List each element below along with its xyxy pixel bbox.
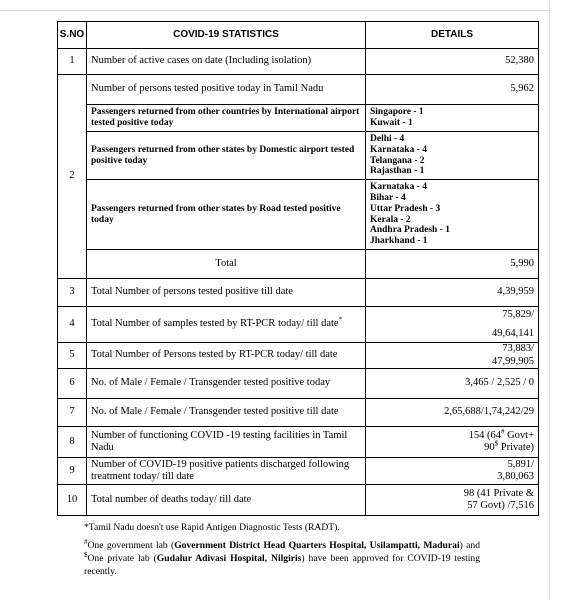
table-row	[58, 427, 539, 458]
row-sno: 4	[58, 307, 87, 343]
detail-line	[370, 427, 534, 442]
header-sno: S.NO	[58, 22, 87, 49]
row-label-total: Total	[87, 250, 366, 279]
row-sno: 6	[58, 369, 87, 399]
detail-line: 3,80,063	[497, 471, 534, 482]
footnote-text: ) and	[459, 540, 480, 551]
footnote-bold-text: Government District Head Quarters Hospital, Usilampatti, Madurai	[174, 540, 460, 551]
row-label: Number of persons tested positive today in Tamil Nadu	[87, 75, 366, 105]
table-row	[58, 279, 539, 307]
row-label: Number of functioning COVID -19 testing facilities in Tamil Nadu	[87, 427, 366, 458]
hash-mark: #	[500, 427, 505, 436]
detail-item: Kerala - 2	[370, 214, 411, 225]
row-detail: 52,380	[366, 49, 539, 75]
table-row	[58, 105, 539, 132]
table-row	[58, 49, 539, 75]
row-label: Number of active cases on date (Including isolation)	[87, 49, 366, 75]
row-sno: 9	[58, 458, 87, 485]
table-row	[58, 485, 539, 516]
detail-line: 73,883/	[502, 343, 534, 355]
row-label: No. of Male / Female / Transgender tested positive till date	[87, 399, 366, 427]
header-statistics: COVID-19 STATISTICS	[87, 22, 366, 49]
row-sno: 8	[58, 427, 87, 458]
detail-line: 5,891/	[507, 458, 534, 470]
detail-item: Andhra Pradesh - 1	[370, 225, 450, 236]
row-detail-list	[366, 132, 539, 180]
row-detail	[366, 427, 539, 458]
footnote-radt: *Tamil Nadu doesn't use Rapid Antigen Diagnostic Tests (RADT).	[84, 522, 340, 533]
row-detail-list	[366, 180, 539, 250]
row-sno: 2	[58, 75, 87, 279]
row-sno: 1	[58, 49, 87, 75]
detail-text: 90	[484, 442, 495, 453]
table-row	[58, 369, 539, 399]
row-detail: 2,65,688/1,74,242/29	[366, 399, 539, 427]
table-row	[58, 307, 539, 343]
row-label-text: Total Number of samples tested by RT-PCR today/ till date	[91, 318, 339, 330]
footnote-labs	[84, 537, 480, 579]
row-sno: 7	[58, 399, 87, 427]
row-detail: 5,990	[366, 250, 539, 279]
asterisk-mark: *	[338, 315, 343, 324]
footnote-text: One government lab (	[87, 540, 175, 551]
detail-item: Singapore - 1	[370, 107, 424, 118]
footnote-text: ) have been approved for COVID-19 testing recently.	[84, 552, 480, 577]
detail-item: Jharkhand - 1	[370, 236, 428, 247]
row-label: Total number of deaths today/ till date	[87, 485, 366, 516]
detail-line: 57 Govt) /7,516	[467, 500, 534, 511]
covid-statistics-table	[57, 21, 539, 516]
detail-item: Karnataka - 4	[370, 144, 427, 155]
detail-item: Karnataka - 4	[370, 181, 427, 192]
row-label: Passengers returned from other states by Domestic airport tested positive today	[87, 132, 366, 180]
row-label: No. of Male / Female / Transgender tested positive today	[87, 369, 366, 399]
row-detail: 5,962	[366, 75, 539, 105]
table-row	[58, 180, 539, 250]
detail-line: 98 (41 Private &	[463, 487, 534, 499]
table-row	[58, 132, 539, 180]
row-detail-list	[366, 105, 539, 132]
row-label: Passengers returned from other countries by International airport tested positive today	[87, 105, 366, 132]
table-header-row	[58, 22, 539, 49]
header-details: DETAILS	[366, 22, 539, 49]
footnote-bold-text: Gudalur Adivasi Hospital, Nilgiris	[156, 552, 302, 564]
detail-item: Uttar Pradesh - 3	[370, 203, 441, 214]
dollar-mark: $	[84, 550, 88, 559]
row-sno: 10	[58, 485, 87, 516]
detail-text: Private)	[498, 442, 534, 453]
row-detail: 3,465 / 2,525 / 0	[366, 369, 539, 399]
row-label: Total Number of persons tested positive till date	[87, 279, 366, 307]
row-label: Passengers returned from other states by Road tested positive today	[87, 180, 366, 250]
window-right-edge	[549, 0, 564, 600]
table-row	[58, 75, 539, 105]
row-label	[87, 307, 366, 343]
detail-item: Bihar - 4	[370, 192, 406, 203]
row-detail	[366, 307, 539, 343]
row-sno: 3	[58, 279, 87, 307]
detail-item: Delhi - 4	[370, 133, 405, 144]
row-detail	[366, 485, 539, 516]
detail-line	[370, 439, 534, 454]
footnote-text: One private lab (	[87, 552, 157, 564]
row-label: Number of COVID-19 positive patients discharged following treatment today/ till date	[87, 458, 366, 485]
dollar-mark: $	[494, 439, 499, 448]
table-row	[58, 399, 539, 427]
detail-line: 49,64,141	[492, 327, 534, 339]
row-detail	[366, 343, 539, 369]
hash-mark: #	[84, 537, 88, 546]
detail-item: Telangana - 2	[370, 155, 425, 166]
table-row	[58, 458, 539, 485]
detail-line: 47,99,905	[492, 355, 534, 367]
row-detail: 4,39,959	[366, 279, 539, 307]
table-row	[58, 343, 539, 369]
detail-text: 154 (64	[468, 429, 501, 441]
window-top-edge	[0, 0, 564, 11]
row-label: Total Number of Persons tested by RT-PCR today/ till date	[87, 343, 366, 369]
detail-line: 75,829/	[502, 309, 534, 321]
row-detail	[366, 458, 539, 485]
detail-item: Kuwait - 1	[370, 118, 413, 128]
row-sno: 5	[58, 343, 87, 369]
detail-item: Rajasthan - 1	[370, 166, 425, 177]
detail-text: Govt+	[504, 429, 534, 441]
table-row	[58, 250, 539, 279]
